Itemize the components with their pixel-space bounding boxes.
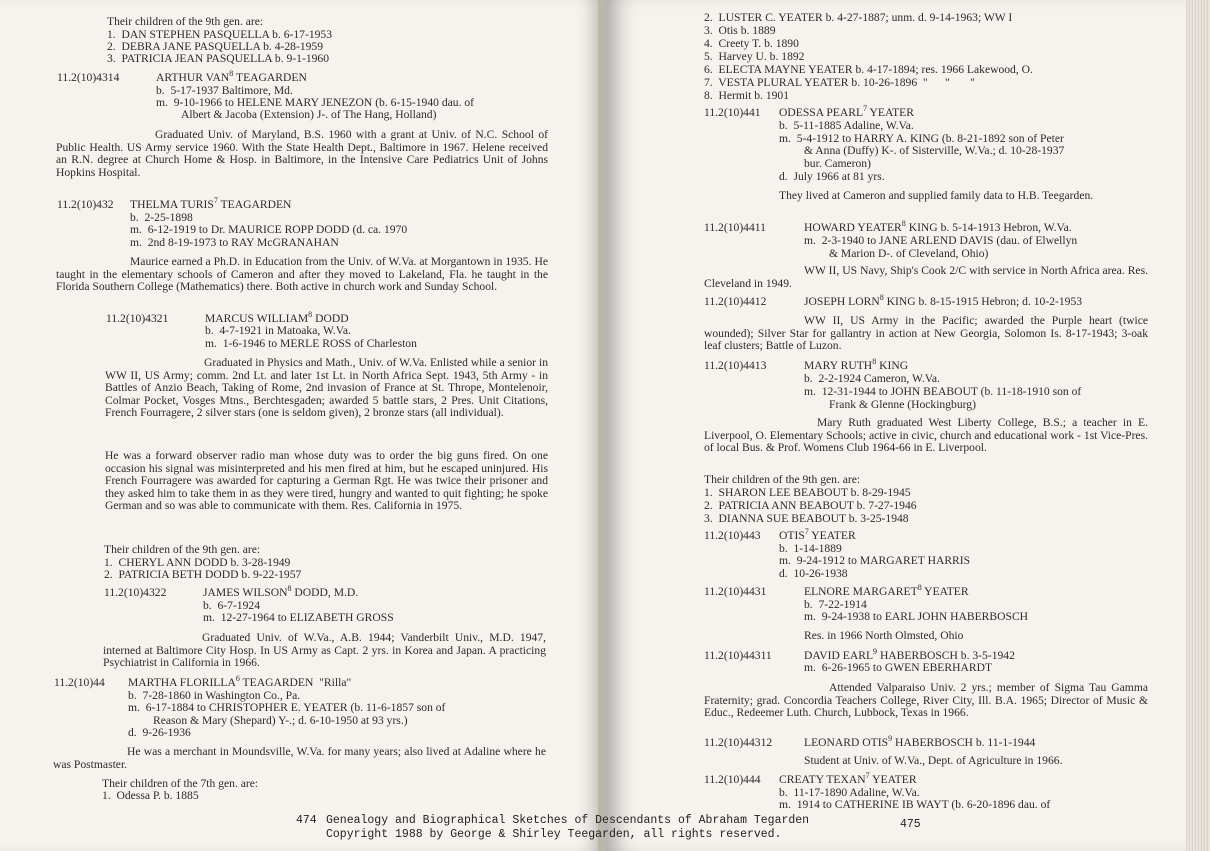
entry-line: & Marion D-. of Cleveland, Ohio) <box>829 247 989 260</box>
child-entry: 2. PATRICIA ANN BEABOUT b. 7-27-1946 <box>704 499 917 512</box>
entry-heading: DAVID EARL$^9$ HABERBOSCH b. 3-5-1942 <box>804 647 1015 662</box>
entry-line: m. 5-4-1912 to HARRY A. KING (b. 8-21-1892 son of Peter <box>779 132 1064 145</box>
entry-line: m. 1914 to CATHERINE IB WAYT (b. 6-20-1896 dau. of <box>779 798 1051 811</box>
right-page <box>606 0 1186 851</box>
child-entry: 7. VESTA PLURAL YEATER b. 10-26-1896 " " " <box>704 76 975 89</box>
paragraph: Graduated in Physics and Math., Univ. of W.Va. Enlisted while a senior in WW II, US Army; comm. 2nd Lt. and later 1st Lt. in North Africa Sept. 1943, 5th Army - in Battles of Anzio Beach, Taking of Rome, 2nd invasion of France at St. Thrope, Montelenoir, Colmar Pocket, Vosges Mtns., Berchtesgaden; awarded 5 battle stars, 2 Pres. Unit Citations, French Fourragere, 2 silver stars (one is seldom given), 2 bronze stars (all individual). <box>105 356 548 420</box>
child-entry: 1. Odessa P. b. 1885 <box>102 789 199 802</box>
entry-heading: JOSEPH LORN$^8$ KING b. 8-15-1915 Hebron; d. 10-2-1953 <box>804 293 1083 308</box>
entry-line: Reason & Mary (Shepard) Y-.; d. 6-10-1950 at 93 yrs.) <box>153 714 408 727</box>
entry-heading: OTIS$^7$ YEATER <box>779 527 856 542</box>
entry-line: bur. Cameron) <box>804 157 871 170</box>
entry-heading: CREATY TEXAN$^7$ YEATER <box>779 771 917 786</box>
entry-line: m. 9-24-1912 to MARGARET HARRIS <box>779 554 971 567</box>
entry-line: m. 6-17-1884 to CHRISTOPHER E. YEATER (b. 11-6-1857 son of <box>128 701 446 714</box>
children-heading: Their children of the 9th gen. are: <box>704 473 861 486</box>
child-entry: 2. DEBRA JANE PASQUELLA b. 4-28-1959 <box>107 40 324 53</box>
entry-id: 11.2(10)44 <box>54 676 105 689</box>
entry-line: b. 2-25-1898 <box>130 211 193 224</box>
entry-line: b. 7-28-1860 in Washington Co., Pa. <box>128 689 301 702</box>
entry-line: b. 5-11-1885 Adaline, W.Va. <box>779 119 914 132</box>
entry-line: & Anna (Duffy) K-. of Sisterville, W.Va.; d. 10-28-1937 <box>804 144 1065 157</box>
entry-heading: MARY RUTH$^8$ KING <box>804 357 909 372</box>
child-entry: 4. Creety T. b. 1890 <box>704 37 799 50</box>
child-entry: 1. CHERYL ANN DODD b. 3-28-1949 <box>104 556 291 569</box>
entry-line: d. 9-26-1936 <box>128 726 191 739</box>
child-entry: 2. PATRICIA BETH DODD b. 9-22-1957 <box>104 568 302 581</box>
entry-id: 11.2(10)4321 <box>106 312 169 325</box>
children-heading: Their children of the 9th gen. are: <box>107 15 264 28</box>
paragraph: He was a merchant in Moundsville, W.Va. for many years; also lived at Adaline where he was Postmaster. <box>53 745 546 771</box>
entry-id: 11.2(10)44311 <box>704 649 772 662</box>
entry-heading: ODESSA PEARL$^7$ YEATER <box>779 104 914 119</box>
child-entry: 2. LUSTER C. YEATER b. 4-27-1887; unm. d. 9-14-1963; WW I <box>704 11 1013 24</box>
entry-id: 11.2(10)443 <box>704 529 761 542</box>
entry-heading: HOWARD YEATER$^8$ KING b. 5-14-1913 Hebron, W.Va. <box>804 219 1072 234</box>
entry-line: m. 1-6-1946 to MERLE ROSS of Charleston <box>205 337 417 350</box>
entry-line: m. 6-26-1965 to GWEN EBERHARDT <box>804 661 993 674</box>
entry-line: b. 2-2-1924 Cameron, W.Va. <box>804 372 940 385</box>
child-entry: 3. DIANNA SUE BEABOUT b. 3-25-1948 <box>704 512 909 525</box>
right-page-number: 475 <box>900 818 921 831</box>
entry-line: b. 4-7-1921 in Matoaka, W.Va. <box>205 324 351 337</box>
entry-line: d. 10-26-1938 <box>779 567 848 580</box>
entry-id: 11.2(10)44312 <box>704 736 773 749</box>
entry-line: Student at Univ. of W.Va., Dept. of Agriculture in 1966. <box>804 754 1063 767</box>
entry-line: m. 12-31-1944 to JOHN BEABOUT (b. 11-18-1910 son of <box>804 385 1082 398</box>
child-entry: 8. Hermit b. 1901 <box>704 89 790 102</box>
paragraph: He was a forward observer radio man whose duty was to order the big guns fired. On one occasion his signal was misinterpreted and his men fired at him, but he escaped uninjured. His French Fourragere was awarded for capturing a German Rgt. He was twice their prisoner and they asked him to take them in as they were tired, hungry and wanted to quit fighting; he spoke German and so was able to communicate with them. Res. California in 1975. <box>105 449 548 513</box>
child-entry: 5. Harvey U. b. 1892 <box>704 50 805 63</box>
child-entry: 6. ELECTA MAYNE YEATER b. 4-17-1894; res. 1966 Lakewood, O. <box>704 63 1033 76</box>
page-edges <box>1186 0 1210 851</box>
entry-id: 11.2(10)444 <box>704 773 761 786</box>
paragraph: WW II, US Army in the Pacific; awarded the Purple heart (twice wounded); Silver Star for gallantry in action at New Georgia, Solomon Is. 8-17-1943; 3-oak leaf clusters; Battle of Luzon. <box>704 314 1148 353</box>
entry-line: m. 2-3-1940 to JANE ARLEND DAVIS (dau. of Elwellyn <box>804 234 1078 247</box>
entry-line: m. 9-24-1938 to EARL JOHN HABERBOSCH <box>804 610 1029 623</box>
paragraph: Graduated Univ. of Maryland, B.S. 1960 with a grant at Univ. of N.C. School of Public Health. US Army service 1960. With the State Health Dept., Baltimore in 1967. Helene received an R.N. degree at Church Home & Hosp. in Baltimore, in the Intensive Care Pediatrics Unit of Johns Hopkins Hospital. <box>56 128 548 179</box>
entry-line: d. July 1966 at 81 yrs. <box>779 170 885 183</box>
entry-heading: MARTHA FLORILLA$^6$ TEAGARDEN "Rilla" <box>128 674 352 689</box>
entry-id: 11.2(10)441 <box>704 106 761 119</box>
entry-heading: ARTHUR VAN$^8$ TEAGARDEN <box>156 69 307 84</box>
paragraph: Attended Valparaiso Univ. 2 yrs.; member of Sigma Tau Gamma Fraternity; grad. Concordia Teachers College, River City, Ill. B.A. 1965; Director of Music & Educ., Redeemer Luth. Church, Lubbock, Texas in 1966. <box>704 681 1148 720</box>
entry-heading: JAMES WILSON$^8$ DODD, M.D. <box>203 584 359 599</box>
entry-heading: THELMA TURIS$^7$ TEAGARDEN <box>130 196 292 211</box>
footer-copyright: Copyright 1988 by George & Shirley Teegarden, all rights reserved. <box>326 828 782 841</box>
entry-id: 11.2(10)4412 <box>704 295 767 308</box>
child-entry: 3. PATRICIA JEAN PASQUELLA b. 9-1-1960 <box>107 52 330 65</box>
entry-line: Res. in 1966 North Olmsted, Ohio <box>804 629 964 642</box>
entry-heading: MARCUS WILLIAM$^8$ DODD <box>205 310 349 325</box>
child-entry: 3. Otis b. 1889 <box>704 24 776 37</box>
paragraph: Mary Ruth graduated West Liberty College, B.S.; a teacher in E. Liverpool, O. Elementary Schools; active in civic, church and educational work - 1st Vice-Pres. of local Bus. & Prof. Womens Club 1964-66 in E. Liverpool. <box>704 416 1148 455</box>
entry-id: 11.2(10)432 <box>57 198 114 211</box>
entry-line: b. 11-17-1890 Adaline, W.Va. <box>779 786 920 799</box>
entry-line: Frank & Glenne (Hockingburg) <box>829 398 976 411</box>
entry-line: m. 2nd 8-19-1973 to RAY McGRANAHAN <box>130 236 339 249</box>
child-entry: 1. SHARON LEE BEABOUT b. 8-29-1945 <box>704 486 911 499</box>
entry-line: b. 5-17-1937 Baltimore, Md. <box>156 84 293 97</box>
entry-id: 11.2(10)4431 <box>704 585 767 598</box>
entry-heading: ELNORE MARGARET$^8$ YEATER <box>804 583 969 598</box>
paragraph: Graduated Univ. of W.Va., A.B. 1944; Vanderbilt Univ., M.D. 1947, interned at Baltimore City Hosp. In US Army as Capt. 2 yrs. in Korea and Japan. A practicing Psychiatrist in California in 1966. <box>103 631 546 670</box>
paragraph: They lived at Cameron and supplied family data to H.B. Teegarden. <box>779 189 1094 202</box>
child-entry: 1. DAN STEPHEN PASQUELLA b. 6-17-1953 <box>107 28 333 41</box>
entry-id: 11.2(10)4413 <box>704 359 767 372</box>
entry-heading: LEONARD OTIS$^9$ HABERBOSCH b. 11-1-1944 <box>804 734 1036 749</box>
footer-title: Genealogy and Biographical Sketches of Descendants of Abraham Tegarden <box>326 814 810 827</box>
entry-line: m. 6-12-1919 to Dr. MAURICE ROPP DODD (d. ca. 1970 <box>130 223 408 236</box>
children-heading: Their children of the 9th gen. are: <box>104 543 261 556</box>
entry-line: m. 9-10-1966 to HELENE MARY JENEZON (b. 6-15-1940 dau. of <box>156 96 475 109</box>
entry-line: b. 1-14-1889 <box>779 542 842 555</box>
paragraph: Maurice earned a Ph.D. in Education from the Univ. of W.Va. at Morgantown in 1935. He taught in the elementary schools of Cameron and after they moved to Lakeland, Fla. he taught in the Florida Southern College (Mathematics) there. Both active in church work and Sunday School. <box>56 255 548 294</box>
left-page <box>0 0 602 851</box>
entry-id: 11.2(10)4314 <box>57 71 120 84</box>
children-heading: Their children of the 7th gen. are: <box>102 777 259 790</box>
entry-line: m. 12-27-1964 to ELIZABETH GROSS <box>203 611 394 624</box>
entry-line: Albert & Jacoba (Extension) J-. of The Hang, Holland) <box>181 108 437 121</box>
entry-id: 11.2(10)4411 <box>704 221 766 234</box>
left-page-number: 474 <box>296 814 317 827</box>
paragraph: WW II, US Navy, Ship's Cook 2/C with service in North Africa area. Res. Cleveland in 1949. <box>704 264 1148 290</box>
entry-id: 11.2(10)4322 <box>104 586 167 599</box>
entry-line: b. 6-7-1924 <box>203 599 260 612</box>
entry-line: b. 7-22-1914 <box>804 598 867 611</box>
